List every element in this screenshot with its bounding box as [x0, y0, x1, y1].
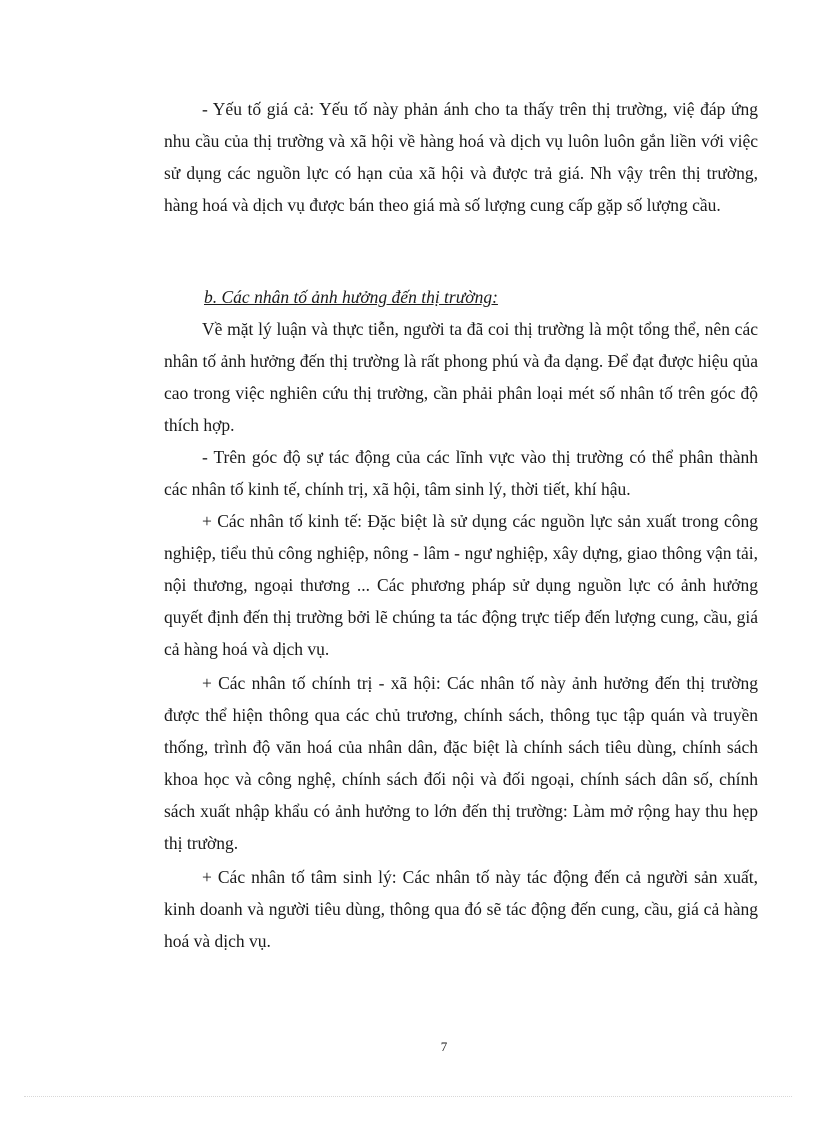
paragraph-psychological-factors: + Các nhân tố tâm sinh lý: Các nhân tố này tác động đến cả người sản xuất, kinh doanh và người tiêu dùng, thông qua đó sẽ tác động đến cung, cầu, giá cả hàng hoá và dịch vụ.: [164, 867, 758, 951]
paragraph-price-factor: - Yếu tố giá cả: Yếu tố này phản ánh cho ta thấy trên thị trường, việ đáp ứng nhu cầu của thị trường và xã hội về hàng hoá và dịch vụ luôn luôn gắn liền với việc sử dụng các nguồn lực có hạn của xã hội và được trả giá. Nh vậy trên thị trường, hàng hoá và dịch vụ được bán theo giá mà số lượng cung cấp gặp số lượng cầu.: [164, 99, 758, 215]
section-heading: b. Các nhân tố ảnh hưởng đến thị trường:: [204, 287, 498, 307]
paragraph-economic-factors: + Các nhân tố kinh tế: Đặc biệt là sử dụng các nguồn lực sản xuất trong công nghiệp, tiểu thủ công nghiệp, nông - lâm - ngư nghiệp, xây dựng, giao thông vận tải, nội thương, ngoại thương ... Các phương pháp sử dụng nguồn lực có ảnh hưởng quyết định đến thị trường bởi lẽ chúng ta tác động trực tiếp đến lượng cung, cầu, giá cả hàng hoá và dịch vụ.: [164, 511, 758, 659]
page-number: 7: [440, 1039, 448, 1054]
paragraph-political-social-factors: + Các nhân tố chính trị - xã hội: Các nhân tố này ảnh hưởng đến thị trường được thể hiện thông qua các chủ trương, chính sách, thông tục tập quán và truyền thống, trình độ văn hoá của nhân dân, đặc biệt là chính sách tiêu dùng, chính sách khoa học và công nghệ, chính sách đối nội và đối ngoại, chính sách dân số, chính sách xuất nhập khẩu có ảnh hưởng to lớn đến thị trường: Làm mở rộng hay thu hẹp thị trường.: [164, 673, 758, 853]
footer-divider: [24, 1096, 792, 1097]
paragraph-theory-practice: Về mặt lý luận và thực tiễn, người ta đã coi thị trường là một tổng thể, nên các nhân tố ảnh hưởng đến thị trường là rất phong phú và đa dạng. Để đạt được hiệu qủa cao trong việc nghiên cứu thị trường, cần phải phân loại mét số nhân tố trên góc độ thích hợp.: [164, 319, 758, 435]
paragraph-field-impact: - Trên góc độ sự tác động của các lĩnh vực vào thị trường có thể phân thành các nhân tố kinh tế, chính trị, xã hội, tâm sinh lý, thời tiết, khí hậu.: [164, 447, 758, 499]
